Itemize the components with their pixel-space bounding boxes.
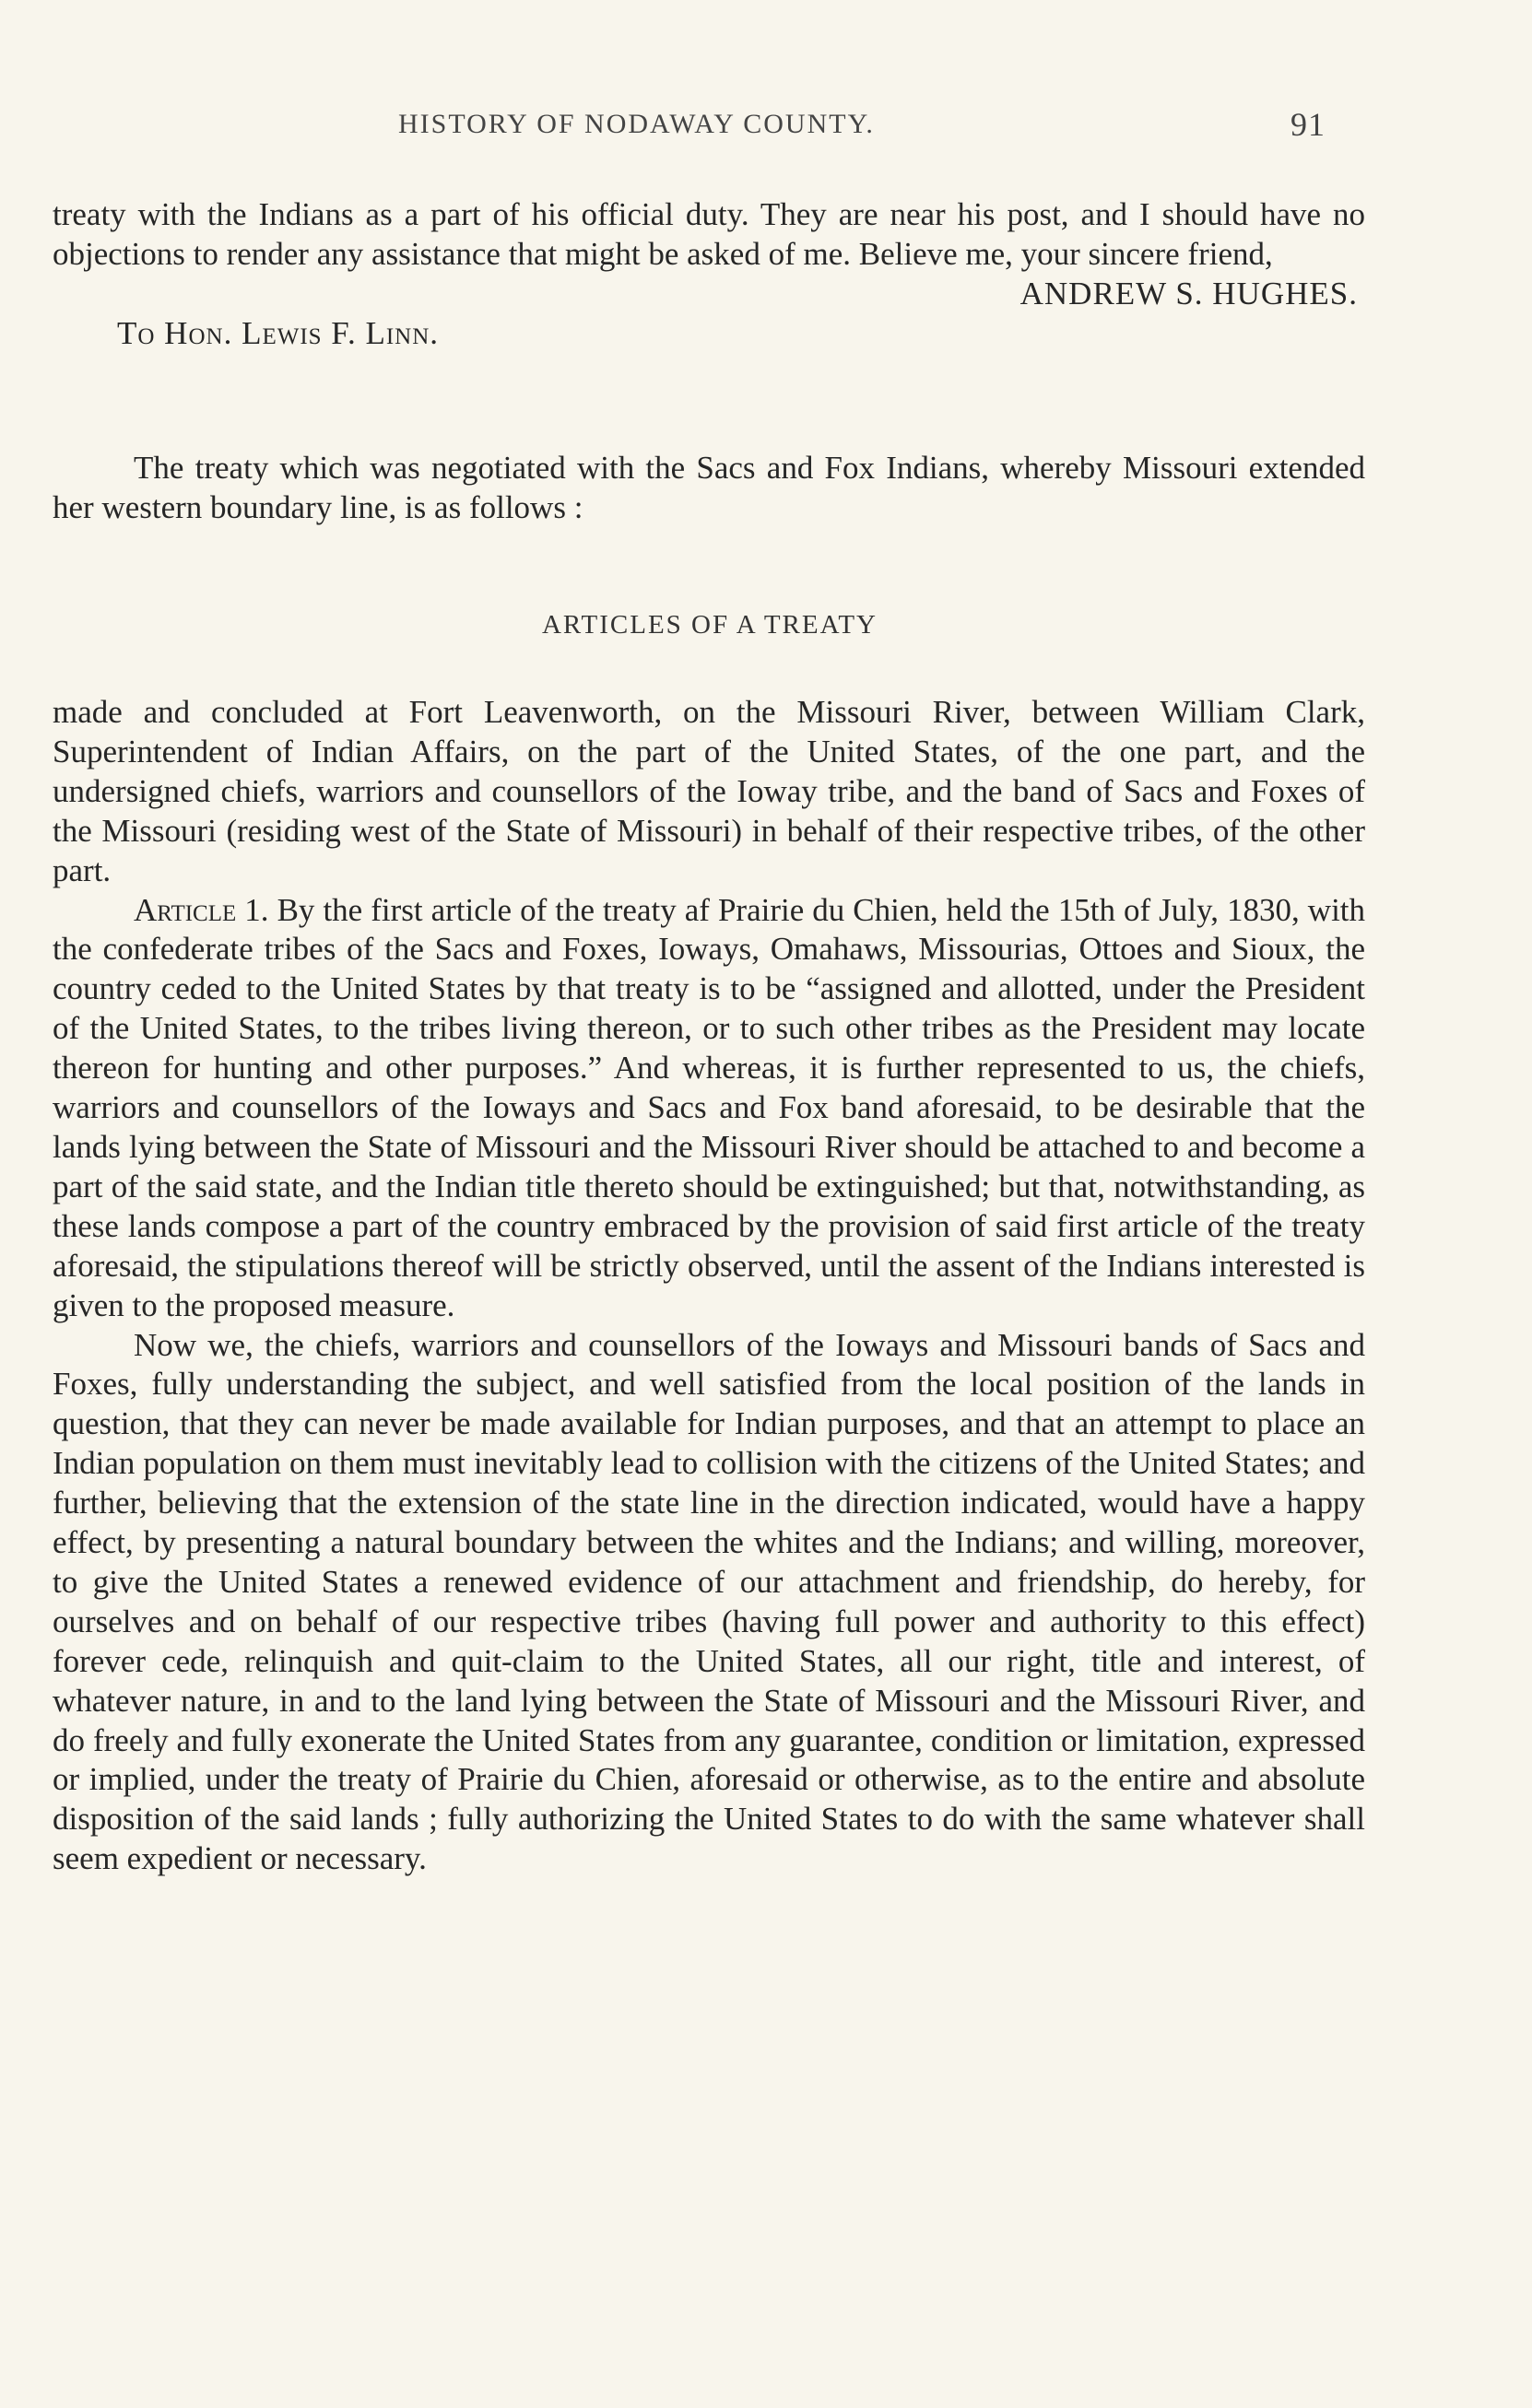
- intro-block: [53, 449, 1365, 528]
- addressee: To Hon. Lewis F. Linn.: [117, 314, 440, 351]
- section-heading: ARTICLES OF A TREATY: [541, 610, 878, 640]
- treaty-text: [53, 693, 1365, 1879]
- letter-body: treaty with the Indians as a part of his official duty. They are near his post, and I should have no objections to render any assistance that might be asked of me. Believe me, your sincere friend,: [53, 196, 1365, 272]
- page-number: 91: [1290, 106, 1326, 143]
- intro-paragraph: The treaty which was negotiated with the Sacs and Fox Indians, whereby Missouri extended her western boundary line, is as follows :: [53, 450, 1365, 525]
- letter-closing: [53, 195, 1365, 354]
- article-1-text: By the first article of the treaty af Prairie du Chien, held the 15th of July, 1830, with the confederate tribes of the Sacs and Foxes, Ioways, Omahaws, Missourias, Ottoes and Sioux, the country ceded to the United States by that treaty is to be “assigned and allotted, under the President of the United States, to the tribes living thereon, or to such other tribes as the President may locate thereon for hunting and other purposes.” And whereas, it is further represented to us, the chiefs, warriors and counsellors of the Ioways and Sacs and Fox band aforesaid, to be desirable that the lands lying between the State of Missouri and the Missouri River should be attached to and become a part of the said state, and the Indian title thereto should be extinguished; but that, notwithstanding, as these lands compose a part of the country embraced by the provision of said first article of the treaty aforesaid, the stipulations thereof will be strictly observed, until the assent of the Indians interested is given to the proposed measure.: [53, 891, 1366, 1323]
- treaty-preamble: made and concluded at Fort Leavenworth, on the Missouri River, between William Clark, Superintendent of Indian Affairs, on the part of the United States, of the one part, and the undersigned chiefs, warriors and counsellors of the Ioway tribe, and the band of Sacs and Foxes of the Missouri (residing west of the State of Missouri) in behalf of their respective tribes, of the other part.: [53, 694, 1365, 888]
- now-we-paragraph: Now we, the chiefs, warriors and counsellors of the Ioways and Missouri bands of Sacs and Foxes, fully understanding the subject, and well satisfied from the local position of the lands in question, that they can never be made available for Indian purposes, and that an attempt to place an Indian population on them must inevitably lead to collision with the citizens of the United States; and further, believing that the extension of the state line in the direction indicated, would have a happy effect, by presenting a natural boundary between the whites and the Indians; and willing, moreover, to give the United States a renewed evidence of our attachment and friendship, do hereby, for ourselves and on behalf of our respective tribes (having full power and authority to this effect) forever cede, relinquish and quit-claim to the United States, all our right, title and interest, of whatever nature, in and to the land lying between the State of Missouri and the Missouri River, and do freely and fully exonerate the United States from any guarantee, condition or limitation, expressed or implied, under the treaty of Prairie du Chien, aforesaid or otherwise, as to the entire and absolute disposition of the said lands ; fully authorizing the United States to do with the same whatever shall seem expedient or necessary.: [53, 1326, 1365, 1877]
- article-1-paragraph: [53, 891, 1365, 1326]
- signature: ANDREW S. HUGHES.: [1019, 275, 1358, 311]
- running-title: HISTORY OF NODAWAY COUNTY.: [398, 109, 875, 139]
- article-label: Article 1.: [134, 891, 269, 928]
